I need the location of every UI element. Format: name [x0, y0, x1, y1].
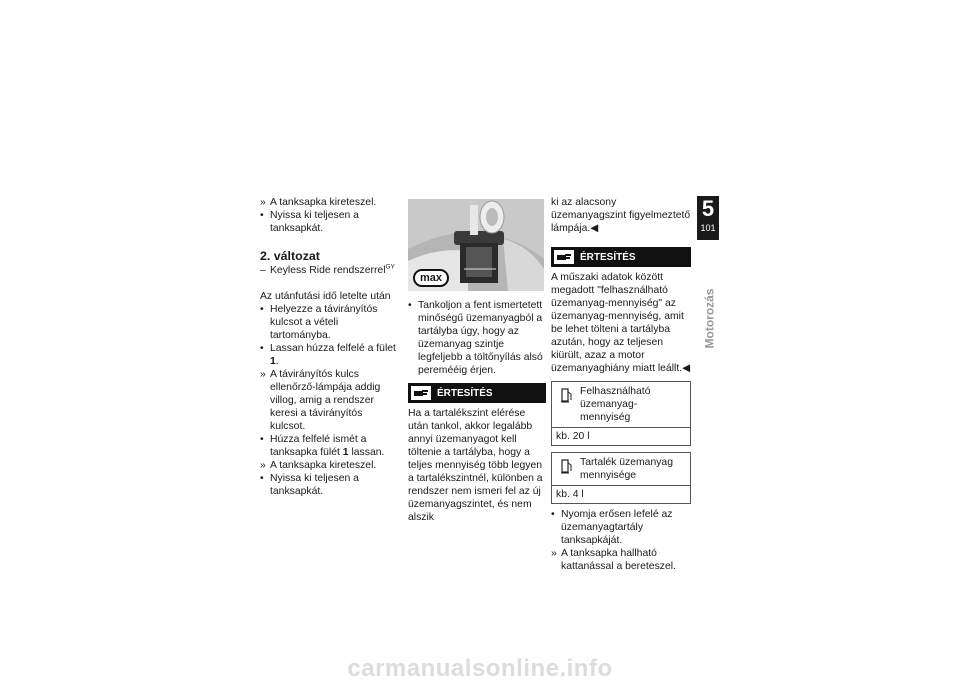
result-marker: » [260, 369, 266, 380]
chapter-side-label: Motorozás [702, 288, 717, 349]
column-right [551, 196, 691, 573]
spec-label: Felhasználható üzemanyag-mennyiség [580, 386, 651, 423]
dash-marker: – [260, 265, 266, 276]
superscript: GY [385, 263, 395, 271]
list-item [260, 459, 400, 472]
bullet-marker: • [260, 210, 264, 221]
spec-box-reserve-fuel [551, 452, 691, 504]
continued-text-body: ki az alacsony üzemanyagszint figyelmeztető lámpája. [551, 197, 691, 234]
item-text: A tanksapka hallható kattanással a bereteszel. [561, 548, 676, 572]
variant-line [260, 264, 400, 277]
list-item [408, 299, 546, 377]
bullet-marker: • [551, 509, 555, 520]
item-text: Nyomja erősen lefelé az üzemanyagtartály tanksapkáját. [561, 509, 673, 546]
chapter-number: 5 [701, 196, 715, 221]
variant-text: Keyless Ride rendszerrel [270, 265, 386, 276]
item-tail: lassan. [348, 447, 385, 458]
item-text: Lassan húzza felfelé a fület [270, 343, 396, 354]
list-item [260, 433, 400, 459]
notice-banner [408, 383, 546, 403]
spec-value: kb. 4 l [556, 489, 584, 500]
spec-value: kb. 20 l [556, 431, 590, 442]
fuel-filler-photo [408, 199, 544, 291]
item-text: A távirányítós kulcs ellenőrző-lámpája addig villog, amig a rendszer keresi a távirányítós kulcsot. [270, 369, 381, 432]
fuel-pump-icon [560, 385, 572, 424]
max-label: max [413, 269, 449, 287]
result-marker: » [260, 460, 266, 471]
notice-title: ÉRTESÍTÉS [437, 387, 493, 399]
watermark: carmanualsonline.info [347, 655, 613, 682]
item-text: Tankoljon a fent ismertetett minőségű üzemanyagból a tartályba úgy, hogy az üzemanyag szintje legfeljebb a töltőnyílás alsó peremééig érjen. [418, 300, 543, 376]
continued-text [551, 196, 691, 235]
spec-label: Tartalék üzemanyag mennyisége [580, 457, 673, 481]
list-item [260, 303, 400, 342]
bullet-marker: • [260, 434, 264, 445]
item-text: Helyezze a távirányítós kulcsot a vételi tartományba. [270, 304, 378, 341]
list-item [260, 209, 400, 235]
list-item [260, 368, 400, 433]
notice-title: ÉRTESÍTÉS [580, 251, 636, 263]
bullet-marker: • [260, 304, 264, 315]
list-item [551, 508, 691, 547]
chapter-tab [697, 196, 719, 240]
column-middle [408, 196, 546, 524]
bullet-marker: • [408, 300, 412, 311]
item-text: A tanksapka kireteszel. [270, 460, 377, 471]
page-number: 101 [700, 223, 716, 233]
list-item [260, 342, 400, 368]
result-marker: » [260, 197, 266, 208]
bullet-marker: • [260, 343, 264, 354]
notice-hand-icon [554, 250, 574, 264]
item-text: Nyissa ki teljesen a tanksapkát. [270, 210, 359, 234]
section-heading: 2. változat [260, 249, 320, 263]
bullet-marker: • [260, 473, 264, 484]
list-item [260, 196, 400, 209]
notice-text [551, 271, 691, 375]
item-text: Húzza felfelé ismét a tanksapka fülét [270, 434, 367, 458]
end-mark-icon: ◀ [590, 223, 599, 234]
result-marker: » [551, 548, 557, 559]
list-item [260, 472, 400, 498]
list-item [551, 547, 691, 573]
item-text: Nyissa ki teljesen a tanksapkát. [270, 473, 359, 497]
item-text: A tanksapka kireteszel. [270, 197, 377, 208]
item-tail: . [275, 356, 279, 367]
spec-box-usable-fuel [551, 381, 691, 446]
column-left [260, 196, 400, 498]
fuel-pump-icon [560, 456, 572, 482]
end-mark-icon: ◀ [682, 363, 691, 374]
callout-number: 1 [270, 356, 276, 367]
notice-hand-icon [411, 386, 431, 400]
notice-text: Ha a tartalékszint elérése után tankol, akkor legalább annyi üzemanyagot kell töltenie a tartályba, hogy a teljes mennyiség több legyen a tartalékszintnél, különben a rendszer nem ismeri fel az új üzemanyagszintet, és nem alszik [408, 408, 543, 523]
notice-text-body: A műszaki adatok között megadott "felhasználható üzemanyag-mennyiség" az üzemanyag-mennyiség, amit be lehet tölteni a tartályba azután, hogy az teljesen kiürült, azaz a motor üzemanyaghiány miatt leállt. [551, 272, 684, 374]
intro-text: Az utánfutási idő letelte után [260, 291, 391, 302]
callout-number: 1 [342, 447, 349, 458]
notice-banner [551, 247, 691, 267]
